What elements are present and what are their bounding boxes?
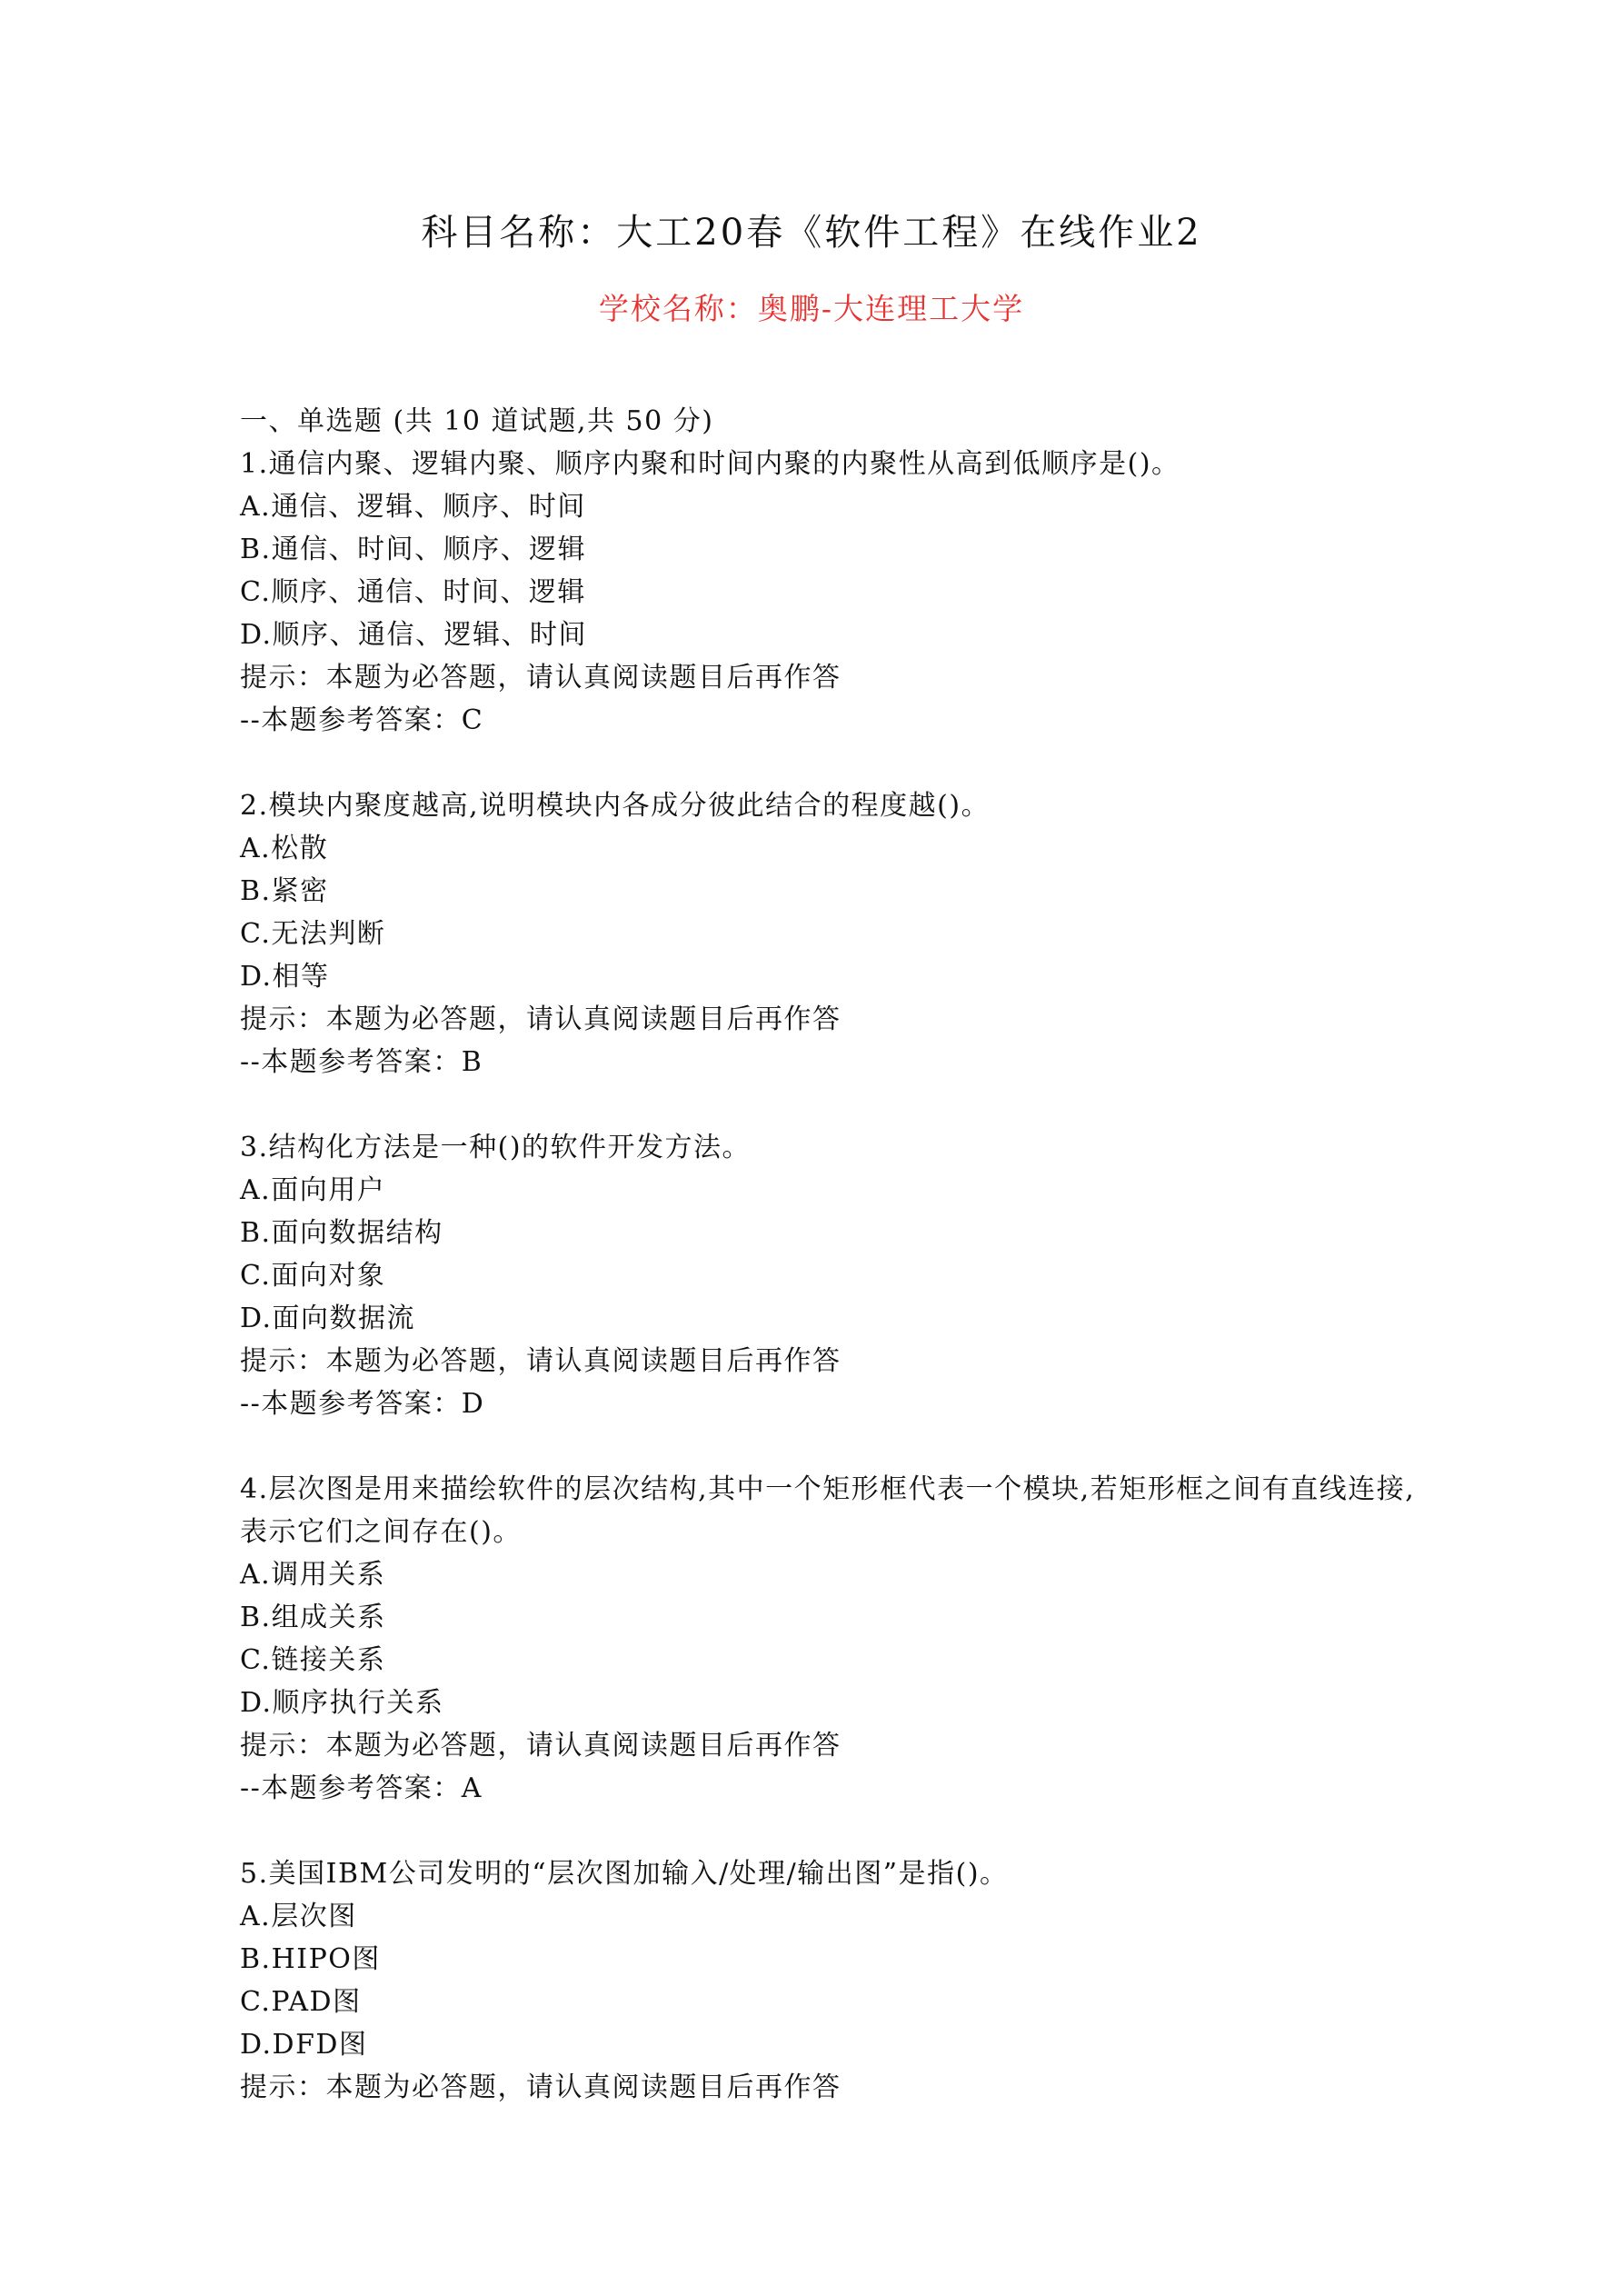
option-d: D.顺序、通信、逻辑、时间	[240, 619, 588, 651]
question-stem: 5.美国IBM公司发明的“层次图加输入/处理/输出图”是指()。	[240, 1858, 1009, 1890]
question-answer: --本题参考答案：A	[240, 1772, 483, 1804]
question-4	[240, 1468, 1421, 1810]
question-hint: 提示：本题为必答题，请认真阅读题目后再作答	[240, 2071, 841, 2103]
document-title: 科目名称：大工20春《软件工程》在线作业2	[421, 212, 1202, 254]
question-hint: 提示：本题为必答题，请认真阅读题目后再作答	[240, 1003, 841, 1035]
question-stem: 3.结构化方法是一种()的软件开发方法。	[240, 1132, 752, 1163]
option-c: C.无法判断	[240, 918, 386, 950]
option-b: B.紧密	[240, 875, 329, 907]
question-3	[240, 1126, 1421, 1425]
question-answer: --本题参考答案：B	[240, 1046, 483, 1078]
question-stem: 1.通信内聚、逻辑内聚、顺序内聚和时间内聚的内聚性从高到低顺序是()。	[240, 448, 1180, 480]
option-a: A.层次图	[240, 1901, 357, 1932]
option-c: C.面向对象	[240, 1260, 386, 1292]
question-hint: 提示：本题为必答题，请认真阅读题目后再作答	[240, 662, 841, 694]
option-b: B.通信、时间、顺序、逻辑	[240, 534, 587, 565]
option-b: B.HIPO图	[240, 1943, 381, 1975]
question-hint: 提示：本题为必答题，请认真阅读题目后再作答	[240, 1730, 841, 1762]
option-c: C.PAD图	[240, 1986, 362, 2018]
question-1	[240, 443, 1421, 742]
question-stem: 2.模块内聚度越高,说明模块内各成分彼此结合的程度越()。	[240, 790, 991, 822]
option-d: D.面向数据流	[240, 1303, 416, 1334]
option-b: B.面向数据结构	[240, 1217, 443, 1249]
question-2	[240, 784, 1421, 1083]
question-answer: --本题参考答案：D	[240, 1388, 485, 1420]
question-hint: 提示：本题为必答题，请认真阅读题目后再作答	[240, 1345, 841, 1377]
option-a: A.通信、逻辑、顺序、时间	[240, 491, 586, 523]
option-d: D.顺序执行关系	[240, 1687, 444, 1719]
option-a: A.松散	[240, 833, 329, 864]
option-c: C.顺序、通信、时间、逻辑	[240, 576, 586, 608]
option-d: D.相等	[240, 961, 330, 993]
option-a: A.面向用户	[240, 1174, 386, 1206]
question-answer: --本题参考答案：C	[240, 704, 484, 736]
document-body	[240, 400, 1421, 2151]
option-c: C.链接关系	[240, 1644, 386, 1676]
section-heading: 一、单选题 (共 10 道试题,共 50 分)	[240, 405, 714, 437]
question-stem: 4.层次图是用来描绘软件的层次结构,其中一个矩形框代表一个模块,若矩形框之间有直线连接,表示它们之间存在()。	[240, 1473, 1416, 1548]
question-5	[240, 1852, 1421, 2109]
option-a: A.调用关系	[240, 1559, 386, 1591]
school-name: 学校名称：奥鹏-大连理工大学	[598, 291, 1025, 326]
option-b: B.组成关系	[240, 1602, 386, 1633]
option-d: D.DFD图	[240, 2029, 368, 2061]
